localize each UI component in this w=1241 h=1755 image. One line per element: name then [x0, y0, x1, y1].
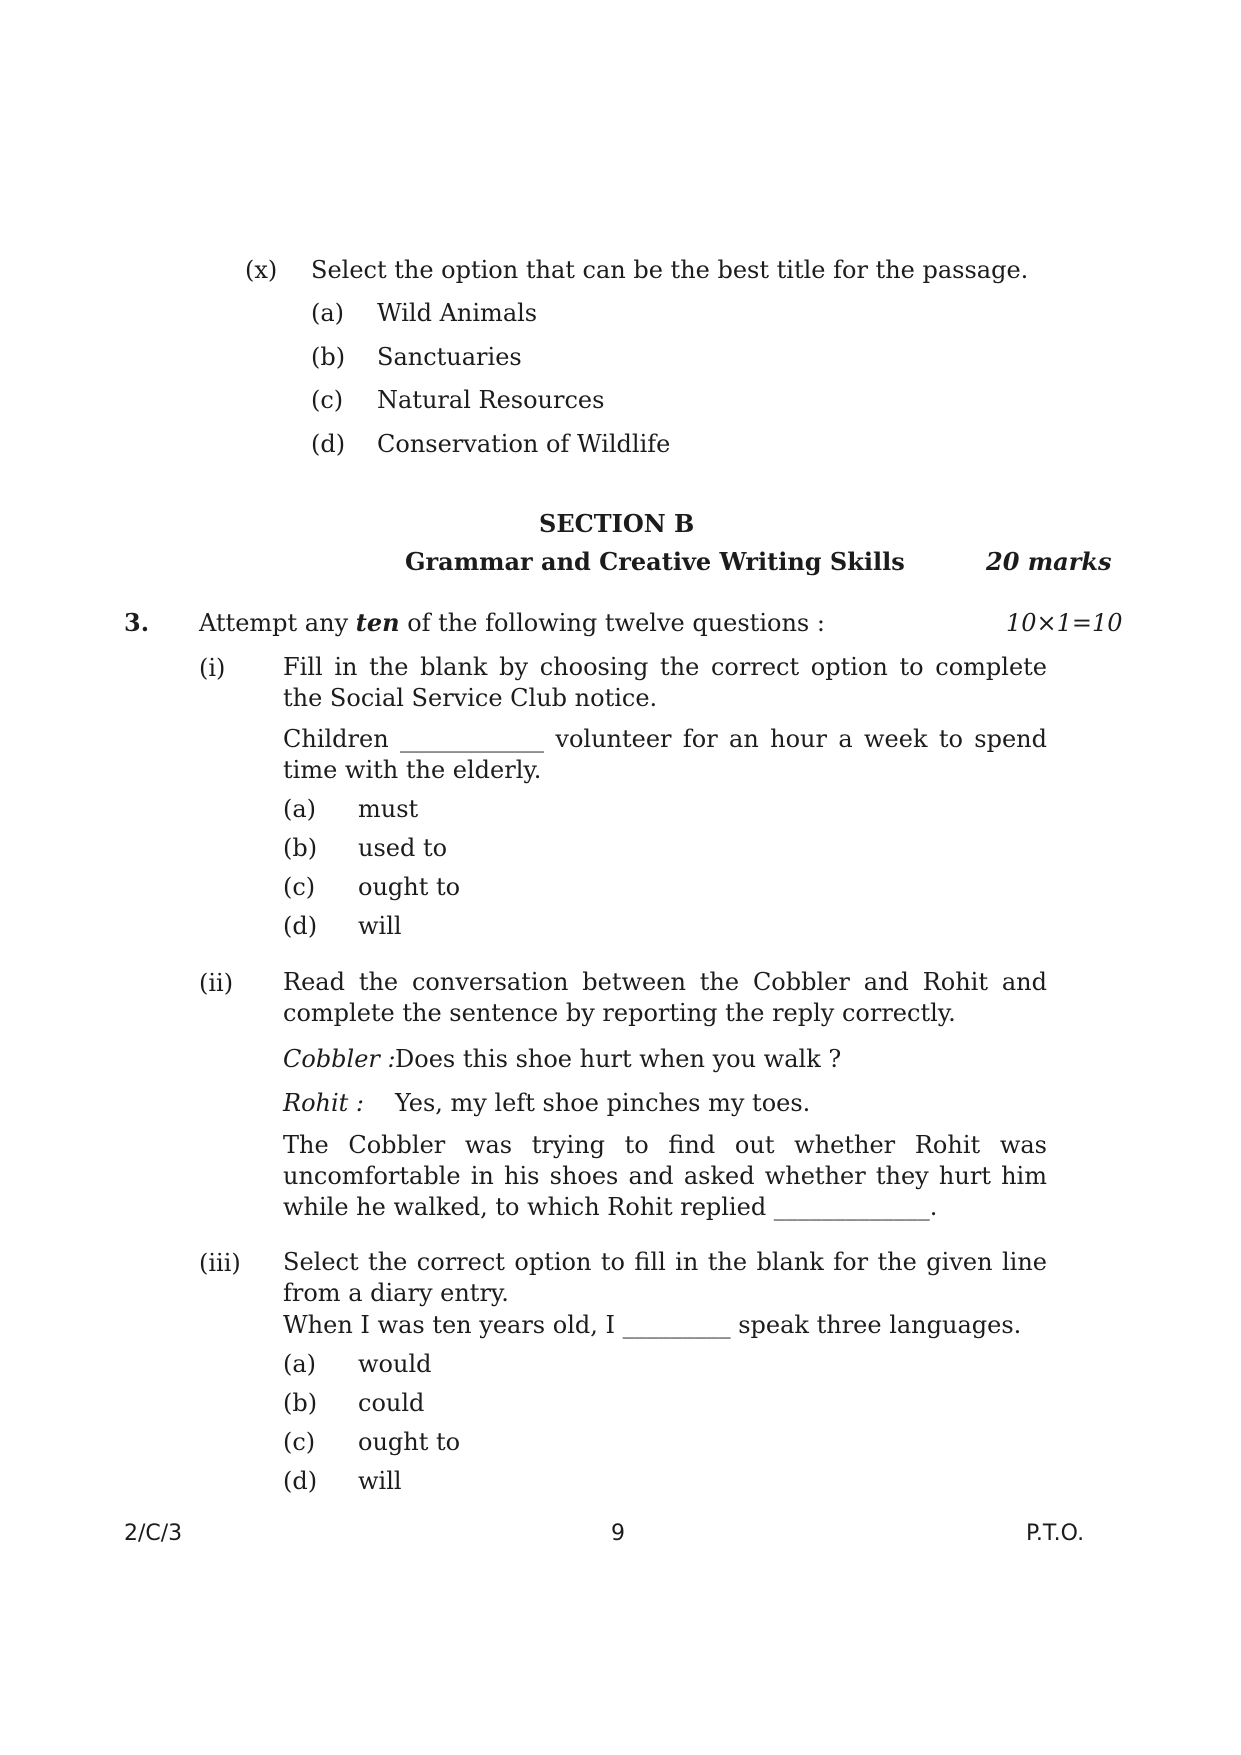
question-iii-sentence: When I was ten years old, I _________ speak three languages.: [283, 1311, 1022, 1339]
option-text: used to: [358, 834, 448, 862]
option-label: (a): [311, 299, 345, 327]
question-x-number: (x): [245, 256, 278, 284]
question-iii-text: Select the correct option to fill in the blank for the given line from a diary entry.: [283, 1248, 1047, 1307]
question-ii-number: (ii): [199, 969, 234, 997]
option-label: (b): [311, 343, 346, 371]
option-label: (d): [311, 430, 346, 458]
page-number: 9: [611, 1521, 625, 1546]
instruction-text: of the following twelve questions :: [399, 609, 825, 637]
instruction-text: Attempt any: [199, 609, 356, 637]
option-text: Sanctuaries: [377, 343, 522, 371]
question-3-marks: 10×1=10: [1006, 609, 1123, 637]
question-i-number: (i): [199, 654, 226, 682]
option-label: (c): [283, 1428, 316, 1456]
option-text: ought to: [358, 873, 461, 901]
option-label: (c): [283, 873, 316, 901]
option-label: (c): [311, 386, 344, 414]
question-i-sentence: Children ____________ volunteer for an hour a week to spend time with the elderly.: [283, 725, 1047, 784]
question-ii-text: Read the conversation between the Cobbler and Rohit and complete the sentence by reporting the reply correctly.: [283, 968, 1047, 1027]
instruction-emphasis: ten: [355, 608, 400, 637]
section-marks: 20 marks: [986, 547, 1112, 576]
dialogue-speaker: Rohit :: [283, 1089, 365, 1117]
dialogue-speaker: Cobbler :: [283, 1045, 396, 1073]
dialogue-line: Does this shoe hurt when you walk ?: [395, 1045, 842, 1073]
option-text: ought to: [358, 1428, 461, 1456]
option-label: (d): [283, 912, 318, 940]
option-text: Wild Animals: [377, 299, 538, 327]
option-text: Conservation of Wildlife: [377, 430, 671, 458]
question-ii-report: The Cobbler was trying to find out whether Rohit was uncomfortable in his shoes and asked whether they hurt him while he walked, to which Rohit replied _____________.: [283, 1131, 1047, 1221]
dialogue-line: Yes, my left shoe pinches my toes.: [395, 1089, 811, 1117]
question-3-instruction: [199, 607, 825, 639]
option-text: will: [358, 912, 402, 940]
option-text: Natural Resources: [377, 386, 605, 414]
paper-code: 2/C/3: [124, 1521, 183, 1546]
option-text: would: [358, 1350, 432, 1378]
option-label: (a): [283, 1350, 317, 1378]
question-i-text: Fill in the blank by choosing the correct option to complete the Social Service Club notice.: [283, 653, 1047, 712]
option-label: (b): [283, 834, 318, 862]
option-text: could: [358, 1389, 425, 1417]
question-3-number: 3.: [124, 608, 150, 637]
option-label: (b): [283, 1389, 318, 1417]
pto-label: P.T.O.: [1026, 1521, 1085, 1546]
section-subtitle: Grammar and Creative Writing Skills: [405, 547, 905, 576]
option-label: (d): [283, 1467, 318, 1495]
section-title: SECTION B: [539, 509, 695, 538]
option-text: will: [358, 1467, 402, 1495]
option-label: (a): [283, 795, 317, 823]
question-x-text: Select the option that can be the best title for the passage.: [311, 256, 1029, 284]
option-text: must: [358, 795, 419, 823]
question-iii-number: (iii): [199, 1249, 241, 1277]
